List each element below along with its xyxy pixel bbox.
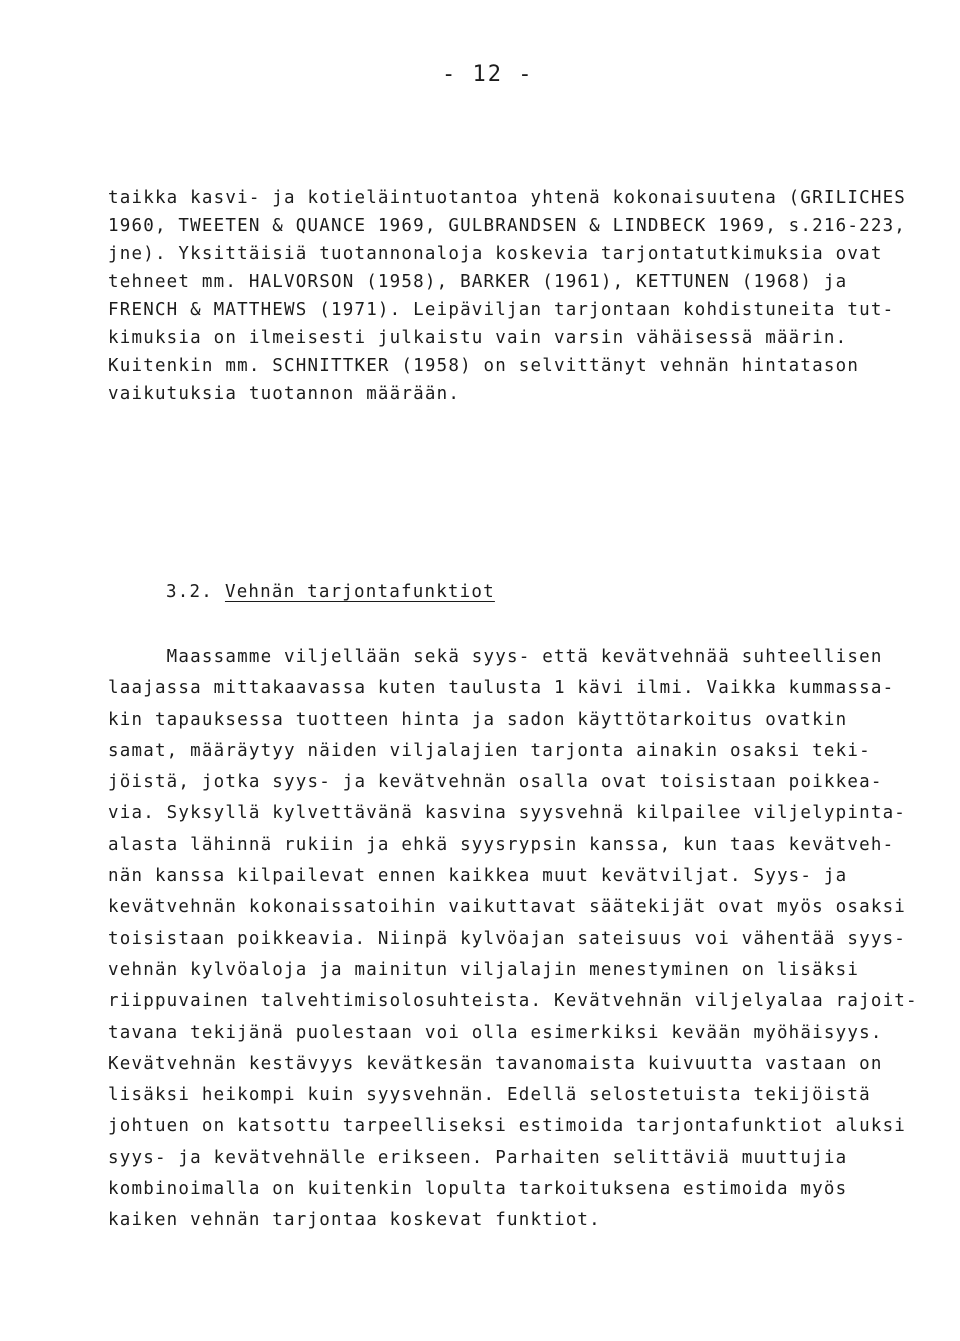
- text-line: tehneet mm. HALVORSON (1958), BARKER (1961), KETTUNEN (1968) ja: [108, 272, 848, 292]
- text-line: riippuvainen talvehtimisolosuhteista. Kevätvehnän viljelyalaa rajoit-: [108, 991, 918, 1012]
- text-line: laajassa mittakaavassa kuten taulusta 1 kävi ilmi. Vaikka kummassa-: [108, 678, 895, 699]
- text-line: alasta lähinnä rukiin ja ehkä syysrypsin kanssa, kun taas kevätveh-: [108, 834, 895, 855]
- text-line: via. Syksyllä kylvettävänä kasvina syysvehnä kilpailee viljelypinta-: [108, 803, 907, 824]
- paragraph-body: [108, 642, 938, 1237]
- text-line: kin tapauksessa tuotteen hinta ja sadon käyttötarkoitus ovatkin: [108, 709, 848, 730]
- text-line: kaiken vehnän tarjontaa koskevat funktiot.: [108, 1210, 601, 1231]
- text-line: jne). Yksittäisiä tuotannonaloja koskevia tarjontatutkimuksia ovat: [108, 244, 883, 264]
- section-title: Vehnän tarjontafunktiot: [224, 582, 495, 602]
- text-line: lisäksi heikompi kuin syysvehnän. Edellä selostetuista tekijöistä: [108, 1085, 871, 1106]
- text-line: FRENCH & MATTHEWS (1971). Leipäviljan tarjontaan kohdistuneita tut-: [108, 300, 895, 320]
- text-line: Kevätvehnän kestävyys kevätkesän tavanomaista kuivuutta vastaan on: [108, 1053, 883, 1074]
- text-line: kevätvehnän kokonaissatoihin vaikuttavat säätekijät ovat myös osaksi: [108, 897, 907, 918]
- text-line: vehnän kylvöaloja ja mainitun viljalajin menestyminen on lisäksi: [108, 959, 860, 980]
- page-number: - 12 -: [442, 62, 534, 87]
- section-heading: [166, 582, 495, 602]
- text-line: tavana tekijänä puolestaan voi olla esimerkiksi kevään myöhäisyys.: [108, 1022, 883, 1043]
- text-line: taikka kasvi- ja kotieläintuotantoa yhtenä kokonaisuutena (GRILICHES: [108, 188, 907, 208]
- text-line: Kuitenkin mm. SCHNITTKER (1958) on selvittänyt vehnän hintatason: [108, 356, 860, 376]
- text-line: toisistaan poikkeavia. Niinpä kylvöajan sateisuus voi vähentää syys-: [108, 928, 907, 949]
- text-line: Maassamme viljellään sekä syys- että kevätvehnää suhteellisen: [108, 647, 883, 667]
- text-line: johtuen on katsottu tarpeelliseksi estimoida tarjontafunktiot aluksi: [108, 1116, 907, 1137]
- text-line: jöistä, jotka syys- ja kevätvehnän osalla ovat toisistaan poikkea-: [108, 772, 883, 793]
- text-line: 1960, TWEETEN & QUANCE 1969, GULBRANDSEN & LINDBECK 1969, s.216-223,: [108, 216, 907, 236]
- text-line: kimuksia on ilmeisesti julkaistu vain varsin vähäisessä määrin.: [108, 328, 848, 348]
- text-line: vaikutuksia tuotannon määrään.: [108, 384, 461, 404]
- text-line: nän kanssa kilpailevat ennen kaikkea muut kevätviljat. Syys- ja: [108, 866, 848, 887]
- text-line: samat, määräytyy näiden viljalajien tarjonta ainakin osaksi teki-: [108, 740, 871, 761]
- text-line: syys- ja kevätvehnälle erikseen. Parhaiten selittäviä muuttujia: [108, 1147, 848, 1168]
- section-number: 3.2.: [166, 582, 213, 602]
- text-line: kombinoimalla on kuitenkin lopulta tarkoituksena estimoida myös: [108, 1179, 848, 1200]
- paragraph-intro: [108, 184, 938, 408]
